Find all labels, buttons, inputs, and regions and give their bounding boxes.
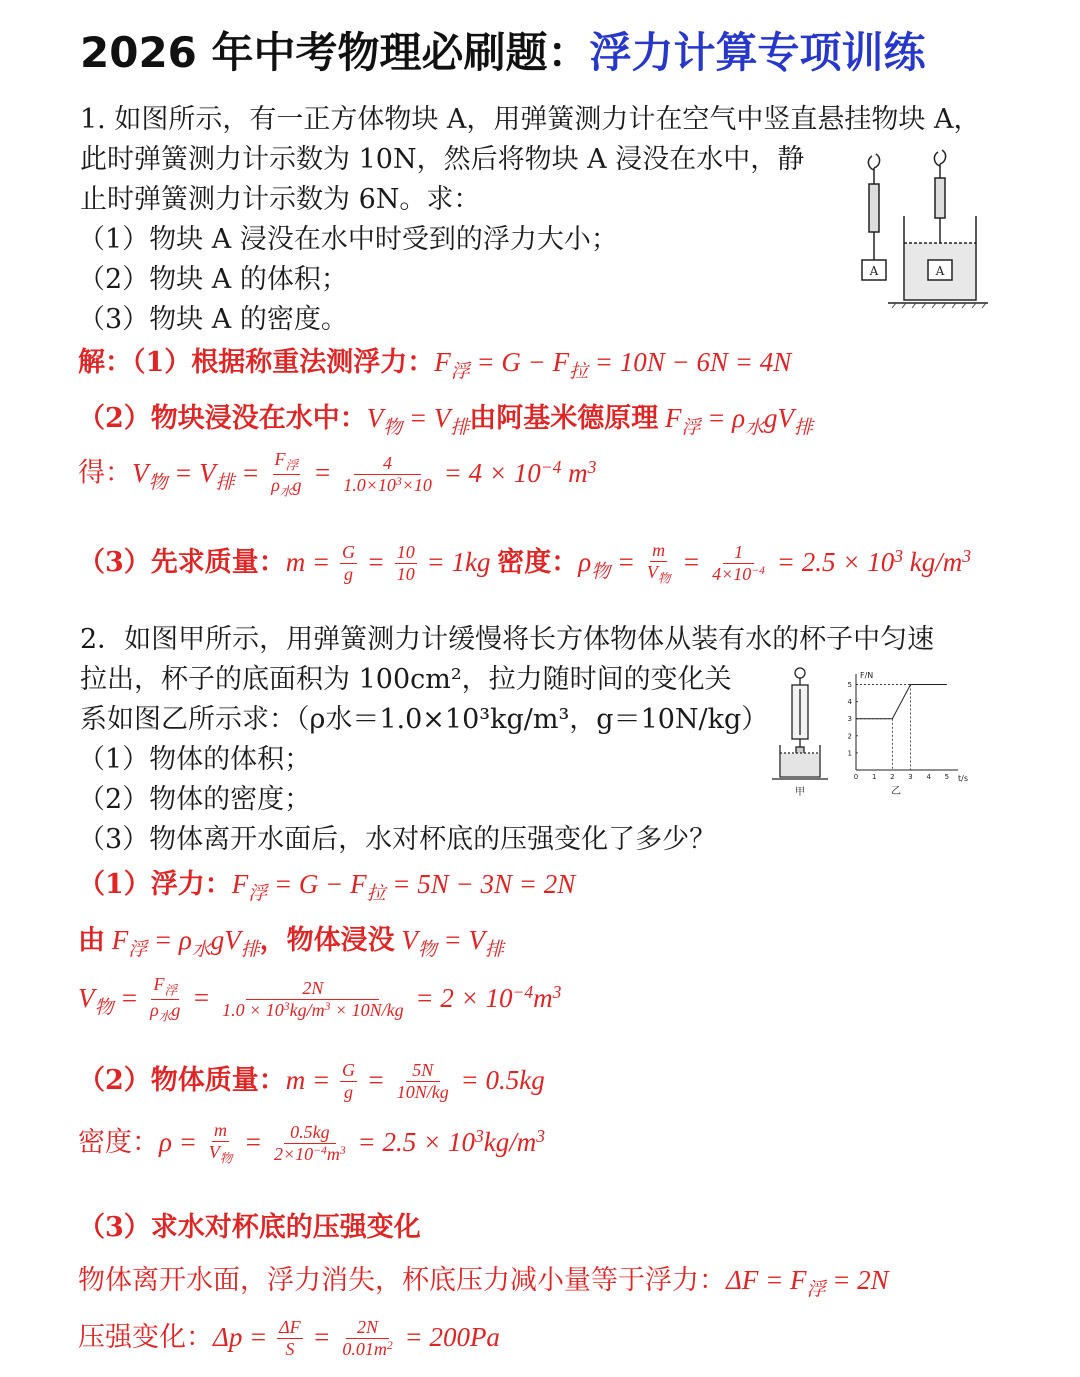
q2-sol5-prefix: 密度： — [78, 1127, 159, 1158]
q2-sol5: 密度：ρ = $\frac{m}{V_物}$ = $\frac{0.5kg}{2\times 10^{-4}m^3}$ = $2.5 \times 10^3kg/m^3$ — [78, 1120, 545, 1166]
title-prefix: 2026 年中考物理必刷题： — [80, 28, 590, 77]
y-tick-label: 5 — [847, 681, 852, 690]
q2-sol1: （1）浮力：$F_浮 = G - F_拉 = 5N - 3N = 2N$ — [78, 869, 576, 905]
x-tick-label: 4 — [926, 773, 931, 781]
q1-sol1 — [78, 340, 791, 384]
q2-chart — [838, 668, 978, 800]
q2-sol7-prefix: 物体离开水面，浮力消失，杯底压力减小量等于浮力： — [78, 1265, 726, 1296]
y-tick-label: 1 — [847, 749, 852, 758]
block-label-right: A — [935, 264, 945, 278]
q2-line3: 系如图乙所示求：（ρ水＝1.0×10³kg/m³，g＝10N/kg） — [80, 704, 769, 735]
q2-sol2: 由 $F_浮 = \rho_水gV_排$，物体浸没 $V_物 = V_排$ — [78, 925, 504, 961]
y-tick-label: 3 — [847, 715, 852, 724]
q1-sol2-prefix: （2）物块浸没在水中： — [78, 403, 367, 434]
q2-sub2: （2）物体的密度； — [78, 784, 312, 815]
q1-sol2-mid: 由阿基米德原理 — [469, 403, 659, 434]
q2-sol2-prefix: 由 — [78, 925, 105, 956]
q2-line1: 2．如图甲所示，用弹簧测力计缓慢将长方体物体从装有水的杯子中匀速 — [80, 624, 935, 655]
q2-line2: 拉出，杯子的底面积为 100cm²，拉力随时间的变化关 — [80, 664, 732, 695]
q2-sol4: （2）物体质量：m = $\frac{G}{g}$ = $\frac{5N}{10N/kg}$ = 0.5kg — [78, 1060, 545, 1102]
block-label-left: A — [869, 264, 879, 278]
q1-line2: 此时弹簧测力计示数为 10N，然后将物块 A 浸没在水中，静 — [80, 144, 805, 175]
q1-sol4: （3）先求质量：m = $\frac{G}{g}$ = $\frac{10}{10}$ = 1kg 密度：$\rho_物$ = $\frac{m}{V_物}$ = $\frac{1}{4\times 10^{-4}}$ = $2.5 \times 10^3$ $kg/m^3$ — [78, 540, 971, 586]
q2-sol6: （3）求水对杯底的压强变化 — [78, 1212, 421, 1243]
series-line — [856, 685, 947, 719]
y-tick-label: 4 — [847, 698, 852, 707]
x-tick-label: 1 — [871, 773, 877, 781]
fig-yi-label: 乙 — [891, 786, 901, 797]
q2-sub1: （1）物体的体积； — [78, 744, 312, 775]
x-tick-label: 3 — [908, 773, 913, 781]
page-title — [80, 20, 926, 80]
chart-ylabel: F/N — [860, 671, 874, 680]
x-tick-label: 5 — [944, 773, 950, 781]
q2-sol2-mid: ，物体浸没 — [259, 925, 395, 956]
q1-sol1-formula: $F_浮 = G - F_拉 = 10N - 6N = 4N$ — [434, 347, 792, 383]
x-tick-label: 0 — [853, 773, 859, 781]
q1-sub1: （1）物块 A 浸没在水中时受到的浮力大小； — [78, 224, 618, 255]
q2-sol8-prefix: 压强变化： — [78, 1322, 213, 1353]
q1-sub2: （2）物块 A 的体积； — [78, 264, 348, 295]
q1-sol1-prefix: 解：（1）根据称重法测浮力： — [78, 347, 435, 378]
q2-sol8: 压强变化：Δp = $\frac{\Delta F}{S}$ = $\frac{2N}{0.01m^2}$ = 200Pa — [78, 1317, 500, 1359]
x-tick-label: 2 — [890, 773, 895, 781]
q2-sol4-prefix: （2）物体质量： — [78, 1065, 286, 1096]
q1-sol3: 得：$V_物 = V_排$ = $\frac{F_浮}{\rho_水g}$ = $\frac{4}{1.0\times 10^3\times 10}$ = $4 \times 10^{-4}$ $m^3$ — [78, 449, 597, 499]
q2-figure-jia — [770, 665, 830, 800]
q2-sol1-prefix: （1）浮力： — [78, 869, 232, 900]
fig-jia-label: 甲 — [795, 787, 805, 798]
title-highlight: 浮力计算专项训练 — [589, 28, 926, 77]
q1-line1: 1. 如图所示，有一正方体物块 A，用弹簧测力计在空气中竖直悬挂物块 A， — [80, 104, 981, 135]
q2-sol3: $V_物$ = $\frac{F_浮}{\rho_水g}$ = $\frac{2N}{1.0 \times 10^3kg/m^3 \times 10N/kg}$ = $2 \times 10^{-4}m^3$ — [78, 974, 562, 1024]
q1-line3: 止时弹簧测力计示数为 6N。求： — [80, 184, 481, 215]
q2-sub3: （3）物体离开水面后，水对杯底的压强变化了多少？ — [78, 824, 717, 855]
q2-sol7: 物体离开水面，浮力消失，杯底压力减小量等于浮力：$\Delta F = F_浮 = 2N$ — [78, 1265, 889, 1301]
y-tick-label: 2 — [847, 732, 852, 741]
q1-sub3: （3）物块 A 的密度。 — [78, 304, 348, 335]
q1-sol4-mid: 密度： — [497, 547, 579, 578]
q1-sol2: （2）物块浸没在水中：$V_物 = V_排$由阿基米德原理 $F_浮 = \rho_水gV_排$ — [78, 403, 813, 439]
q1-sol4-prefix: （3）先求质量： — [78, 547, 286, 578]
chart-xlabel: t/s — [958, 774, 968, 783]
q1-figure — [848, 148, 993, 313]
q1-sol3-prefix: 得： — [78, 457, 132, 489]
